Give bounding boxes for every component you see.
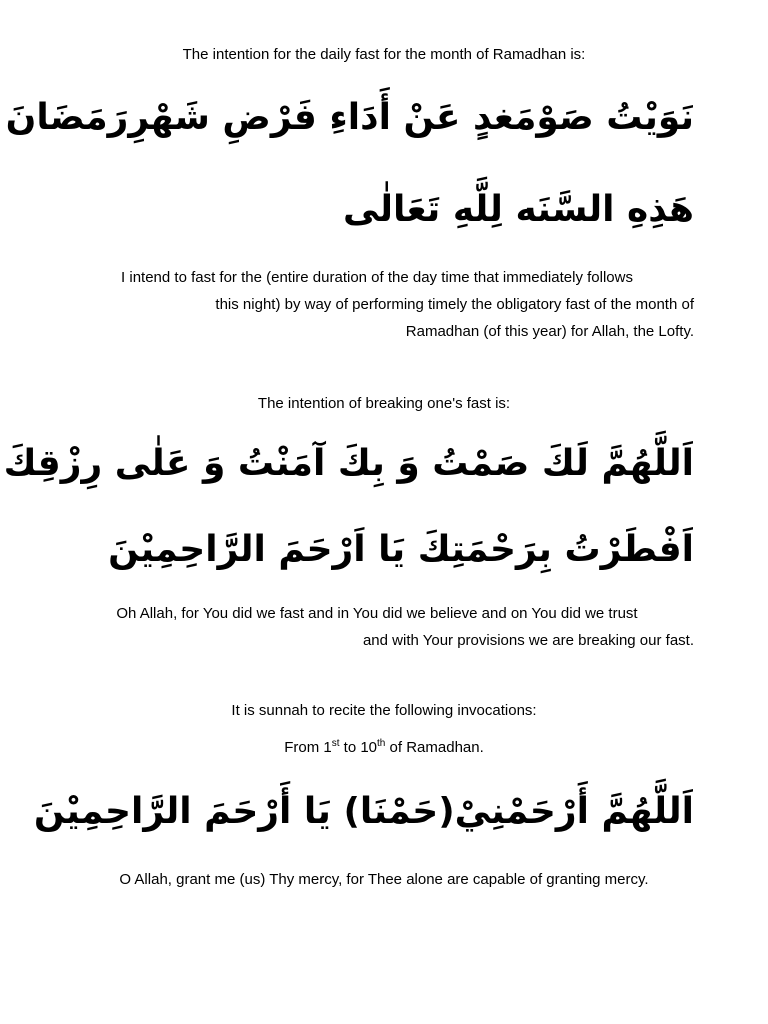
fast-intention-translation <box>60 264 694 345</box>
fast-intention-heading: The intention for the daily fast for the month of Ramadhan is: <box>182 46 586 63</box>
breaking-fast-arabic-line-1: اَللَّهُمَّ لَكَ صَمْتُ وَ بِكَ آمَنْتُ وَ عَلٰى رِزْقِكَ <box>3 443 694 484</box>
breaking-fast-translation-line-2: and with Your provisions we are breaking our fast. <box>362 632 694 649</box>
breaking-fast-translation <box>60 600 694 654</box>
range-prefix: From 1 <box>284 739 332 756</box>
breaking-fast-heading: The intention of breaking one's fast is: <box>257 395 511 412</box>
fast-intention-translation-line-2: this night) by way of performing timely the obligatory fast of the month of <box>215 296 694 313</box>
invocations-translation: O Allah, grant me (us) Thy mercy, for Thee alone are capable of granting mercy. <box>119 871 649 888</box>
invocations-heading: It is sunnah to recite the following invocations: <box>231 702 537 719</box>
breaking-fast-arabic-line-2: اَفْطَرْتُ بِرَحْمَتِكَ يَا اَرْحَمَ الرَّاحِمِيْنَ <box>108 529 694 570</box>
invocations-arabic-line: اَللَّهُمَّ أَرْحَمْنِيْ(حَمْنَا) يَا أَرْحَمَ الرَّاحِمِيْنَ <box>33 791 694 832</box>
range-suffix: of Ramadhan. <box>385 739 484 756</box>
range-sup-first: st <box>331 738 340 749</box>
fast-intention-translation-line-1: I intend to fast for the (entire duration of the day time that immediately follows <box>121 269 633 286</box>
invocations-day-range <box>60 734 708 761</box>
range-sup-second: th <box>377 738 386 749</box>
range-mid: to 10 <box>339 739 378 756</box>
fast-intention-arabic-line-1: نَوَيْتُ صَوْمَغدٍ عَنْ أَدَاءِ فَرْضِ شَهْرِرَمَضَانَ <box>5 97 694 138</box>
breaking-fast-translation-line-1: Oh Allah, for You did we fast and in You did we believe and on You did we trust <box>116 605 638 622</box>
fast-intention-arabic-line-2: هَذِهِ السَّنَه لِلَّهِ تَعَالٰى <box>343 189 694 230</box>
fast-intention-translation-line-3: Ramadhan (of this year) for Allah, the Lofty. <box>405 323 694 340</box>
